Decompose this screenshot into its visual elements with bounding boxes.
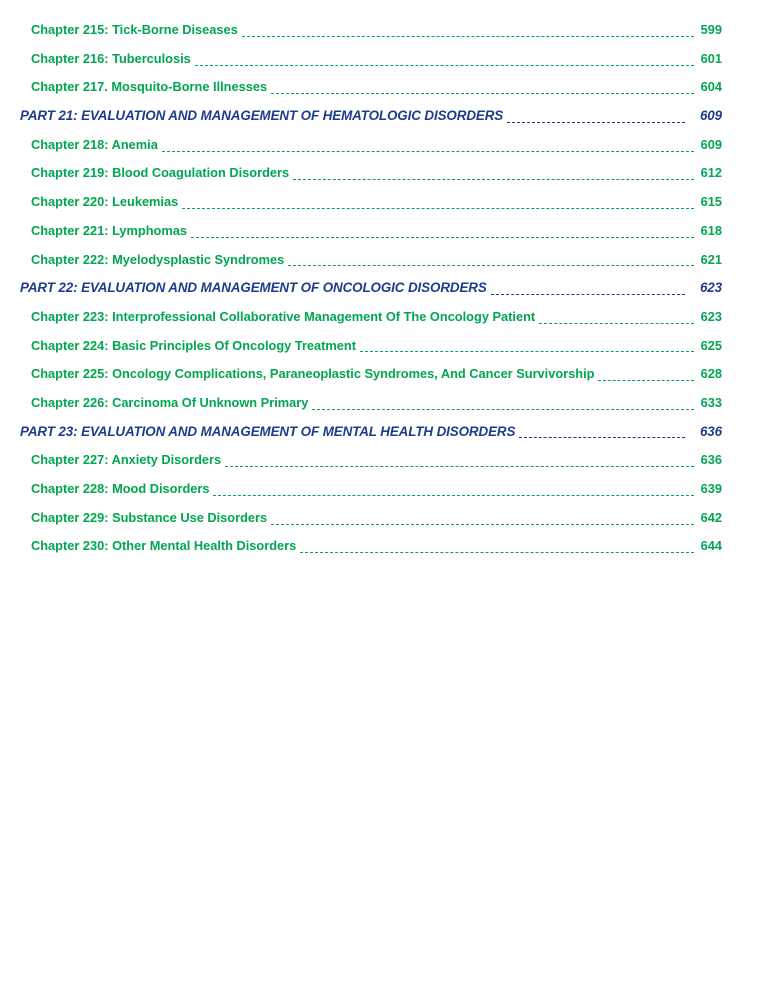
toc-page-number: 612 bbox=[700, 165, 722, 181]
toc-chapter-title: Chapter 227: Anxiety Disorders bbox=[31, 452, 222, 468]
toc-dash-leader bbox=[598, 380, 694, 381]
toc-page-number: 601 bbox=[700, 50, 722, 66]
toc-part-row[interactable] bbox=[0, 280, 762, 309]
toc-chapter-row[interactable] bbox=[0, 22, 762, 51]
toc-chapter-row[interactable] bbox=[0, 366, 762, 395]
toc-chapter-row[interactable] bbox=[0, 252, 762, 281]
toc-dash-leader bbox=[312, 409, 694, 410]
toc-chapter-row[interactable] bbox=[0, 338, 762, 367]
toc-page-number: 615 bbox=[700, 194, 722, 210]
toc-page-number: 642 bbox=[700, 509, 722, 525]
toc-chapter-title: Chapter 215: Tick-Borne Diseases bbox=[31, 22, 238, 37]
toc-chapter-row[interactable] bbox=[0, 538, 762, 567]
toc-chapter-row[interactable] bbox=[0, 452, 762, 481]
toc-part-title: PART 23: EVALUATION AND MANAGEMENT OF MENTAL HEALTH DISORDERS bbox=[20, 423, 516, 439]
toc-page-number: 599 bbox=[700, 22, 722, 37]
toc-dash-leader bbox=[225, 466, 694, 467]
toc-chapter-title: Chapter 216: Tuberculosis bbox=[31, 50, 191, 66]
toc-chapter-row[interactable] bbox=[0, 309, 762, 338]
toc-page-number: 609 bbox=[699, 108, 722, 124]
toc-chapter-title: Chapter 221: Lymphomas bbox=[31, 222, 187, 238]
toc-dash-leader bbox=[293, 179, 694, 180]
toc-part-title: PART 22: EVALUATION AND MANAGEMENT OF ONCOLOGIC DISORDERS bbox=[20, 280, 487, 296]
toc-chapter-title: Chapter 225: Oncology Complications, Paraneoplastic Syndromes, And Cancer Survivorship bbox=[31, 366, 595, 382]
toc-page-number: 636 bbox=[700, 452, 722, 468]
toc-part-title: PART 21: EVALUATION AND MANAGEMENT OF HEMATOLOGIC DISORDERS bbox=[20, 108, 504, 124]
toc-dash-leader bbox=[491, 294, 685, 295]
toc-dash-leader bbox=[271, 524, 694, 525]
toc-dash-leader bbox=[300, 552, 694, 553]
toc-chapter-title: Chapter 217. Mosquito-Borne Illnesses bbox=[31, 79, 268, 95]
toc-page-number: 625 bbox=[700, 337, 722, 353]
toc-page-number: 604 bbox=[700, 79, 722, 95]
toc-page-number: 639 bbox=[700, 481, 722, 496]
toc-chapter-row[interactable] bbox=[0, 137, 762, 166]
toc-page-number: 618 bbox=[700, 222, 722, 238]
toc-part-row[interactable] bbox=[0, 424, 762, 453]
toc-page-number: 628 bbox=[700, 366, 722, 382]
toc-page-number: 623 bbox=[699, 280, 722, 296]
toc-dash-leader bbox=[271, 93, 694, 94]
toc-dash-leader bbox=[191, 237, 694, 238]
toc-dash-leader bbox=[213, 495, 694, 496]
toc-chapter-title: Chapter 219: Blood Coagulation Disorders bbox=[31, 165, 290, 181]
toc-chapter-title: Chapter 224: Basic Principles Of Oncology Treatment bbox=[31, 337, 356, 353]
toc-dash-leader bbox=[162, 151, 694, 152]
toc-page-number: 609 bbox=[700, 136, 722, 152]
toc-chapter-row[interactable] bbox=[0, 223, 762, 252]
toc-chapter-title: Chapter 230: Other Mental Health Disorders bbox=[31, 538, 297, 554]
toc-chapter-row[interactable] bbox=[0, 194, 762, 223]
toc-chapter-title: Chapter 226: Carcinoma Of Unknown Primary bbox=[31, 394, 309, 410]
toc-chapter-row[interactable] bbox=[0, 51, 762, 80]
toc-page-number: 636 bbox=[699, 423, 722, 439]
toc-page-number: 644 bbox=[700, 538, 722, 554]
toc-dash-leader bbox=[288, 265, 694, 266]
toc-dash-leader bbox=[360, 351, 694, 352]
toc-page-number: 621 bbox=[700, 251, 722, 267]
toc-chapter-row[interactable] bbox=[0, 510, 762, 539]
toc-dash-leader bbox=[242, 36, 694, 37]
toc-part-row[interactable] bbox=[0, 108, 762, 137]
toc-dash-leader bbox=[507, 122, 685, 123]
toc-page-number: 633 bbox=[700, 394, 722, 410]
toc-chapter-title: Chapter 229: Substance Use Disorders bbox=[31, 509, 268, 525]
toc-chapter-title: Chapter 223: Interprofessional Collaborative Management Of The Oncology Patient bbox=[31, 308, 536, 324]
toc-dash-leader bbox=[182, 208, 694, 209]
toc-dash-leader bbox=[195, 65, 694, 66]
toc-page-number: 623 bbox=[700, 308, 722, 324]
toc-chapter-title: Chapter 228: Mood Disorders bbox=[31, 481, 210, 496]
toc-chapter-row[interactable] bbox=[0, 395, 762, 424]
toc-chapter-row[interactable] bbox=[0, 481, 762, 510]
toc-chapter-row[interactable] bbox=[0, 79, 762, 108]
toc-chapter-title: Chapter 220: Leukemias bbox=[31, 194, 179, 210]
toc-chapter-title: Chapter 218: Anemia bbox=[31, 136, 158, 152]
toc-chapter-row[interactable] bbox=[0, 165, 762, 194]
toc-dash-leader bbox=[519, 437, 685, 438]
toc-entry-list bbox=[0, 22, 762, 567]
toc-dash-leader bbox=[539, 323, 694, 324]
toc-chapter-title: Chapter 222: Myelodysplastic Syndromes bbox=[31, 251, 285, 267]
